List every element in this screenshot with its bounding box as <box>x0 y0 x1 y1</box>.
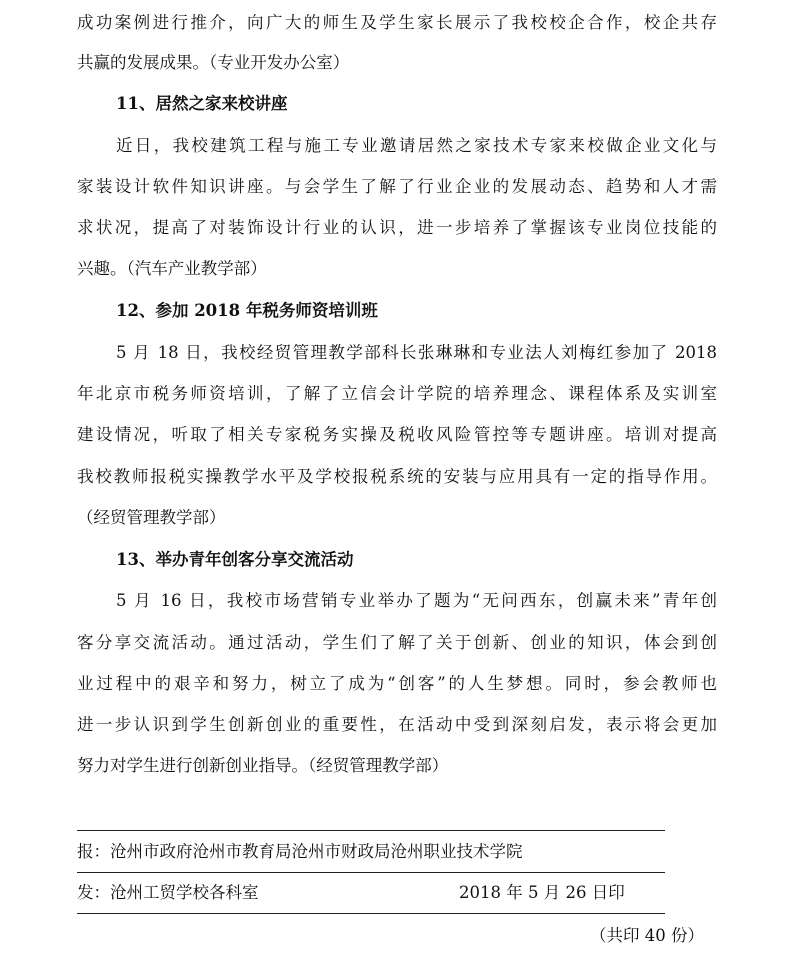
send-to-line: 发：沧州工贸学校各科室 <box>77 883 259 902</box>
print-date: 2018 年 5 月 26 日印 <box>459 883 625 902</box>
paragraph-line: 成功案例进行推介，向广大的师生及学生家长展示了我校校企合作，校企共存 <box>77 13 717 32</box>
paragraph-line: 共赢的发展成果。（专业开发办公室） <box>77 53 350 72</box>
paragraph-line: 家装设计软件知识讲座。与会学生了解了行业企业的发展动态、趋势和人才需 <box>77 177 717 196</box>
footer-middle-rule <box>77 872 665 873</box>
paragraph-line: 5 月 18 日，我校经贸管理教学部科长张琳琳和专业法人刘梅红参加了 2018 <box>116 343 717 362</box>
paragraph-line: 我校教师报税实操教学水平及学校报税系统的安装与应用具有一定的指导作用。 <box>77 467 717 486</box>
paragraph-line: 努力对学生进行创新创业指导。（经贸管理教学部） <box>77 756 449 775</box>
paragraph-line: 近日，我校建筑工程与施工专业邀请居然之家技术专家来校做企业文化与 <box>116 136 717 155</box>
footer-bottom-rule <box>77 913 665 914</box>
section-heading: 11、居然之家来校讲座 <box>116 94 288 113</box>
paragraph-line: 客分享交流活动。通过活动，学生们了解了关于创新、创业的知识，体会到创 <box>77 633 717 652</box>
paragraph-line: 兴趣。（汽车产业教学部） <box>77 259 267 278</box>
paragraph-line: 5 月 16 日，我校市场营销专业举办了题为“无问西东，创赢未来”青年创 <box>116 591 717 610</box>
paragraph-line: 年北京市税务师资培训，了解了立信会计学院的培养理念、课程体系及实训室 <box>77 384 717 403</box>
footer-top-rule <box>77 830 665 831</box>
paragraph-line: 业过程中的艰辛和努力，树立了成为“创客”的人生梦想。同时，参会教师也 <box>77 674 717 693</box>
paragraph-line: 建设情况，听取了相关专家税务实操及税收风险管控等专题讲座。培训对提高 <box>77 425 717 444</box>
paragraph-line: 进一步认识到学生创新创业的重要性，在活动中受到深刻启发，表示将会更加 <box>77 715 717 734</box>
paragraph-line: 求状况，提高了对装饰设计行业的认识，进一步培养了掌握该专业岗位技能的 <box>77 218 717 237</box>
copies-note: （共印 40 份） <box>590 926 704 945</box>
section-heading: 13、举办青年创客分享交流活动 <box>116 550 354 569</box>
report-to-line: 报：沧州市政府沧州市教育局沧州市财政局沧州职业技术学院 <box>77 842 523 861</box>
paragraph-line: （经贸管理教学部） <box>77 508 226 527</box>
section-heading: 12、参加 2018 年税务师资培训班 <box>116 301 378 320</box>
